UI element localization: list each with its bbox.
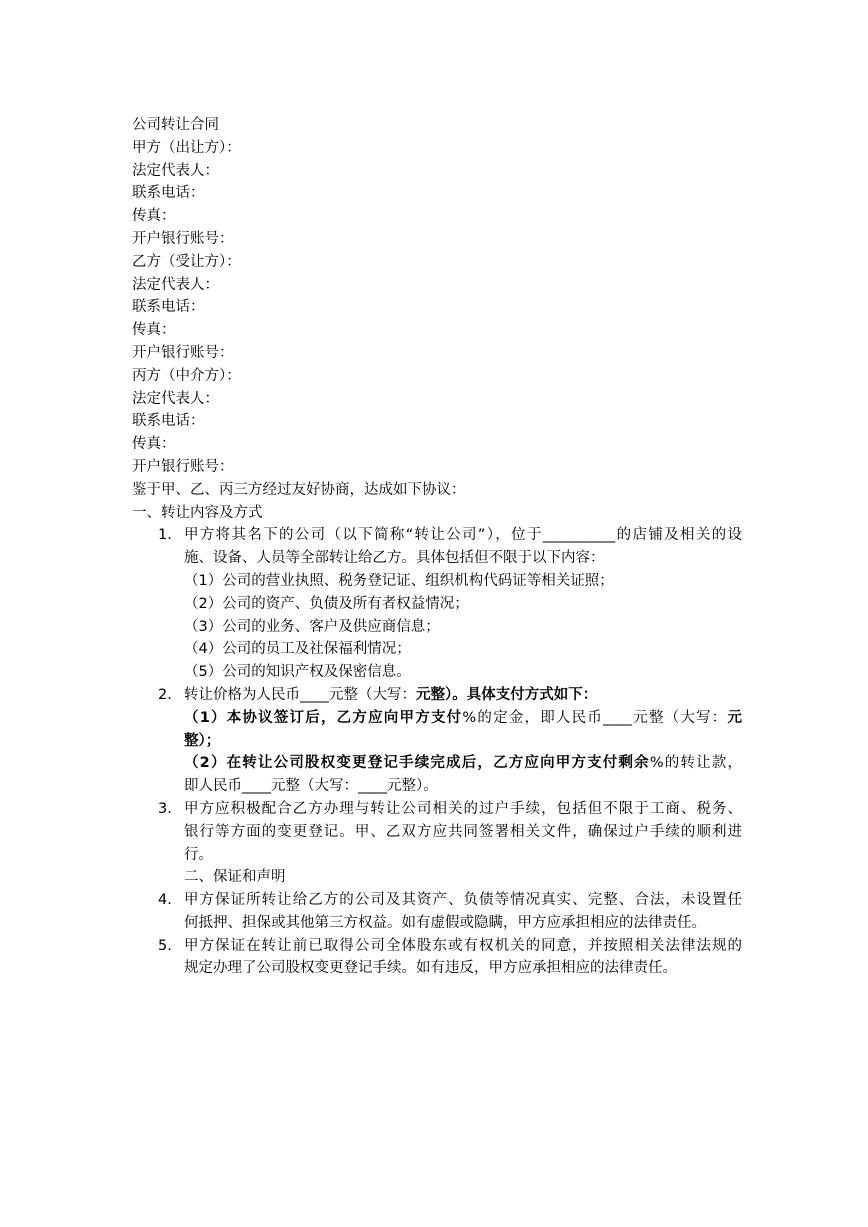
payment-2-text: %的转让款， — [649, 755, 742, 772]
clause-text-line: 甲方应积极配合乙方办理与转让公司相关的过户手续，包括但不限于工商、税务、 — [184, 800, 742, 817]
party-a-fax: 传真： — [132, 208, 176, 225]
payment-2-line — [184, 752, 742, 775]
party-c-fax: 传真： — [132, 436, 176, 453]
party-a-phone: 联系电话： — [132, 185, 205, 202]
price-text: 转让价格为人民币____元整（大写： — [184, 686, 416, 703]
payment-1-bold-cont: 整）； — [184, 732, 221, 749]
sub-item: （1）公司的营业执照、税务登记证、组织机构代码证等相关证照； — [184, 572, 614, 589]
sub-item: （4）公司的员工及社保福利情况； — [184, 641, 411, 658]
clause-text-line: 甲方保证所转让给乙方的公司及其资产、负债等情况真实、完整、合法，未设置任 — [184, 892, 742, 909]
clause-text-line: 甲方保证在转让前已取得公司全体股东或有权机关的同意，并按照相关法律法规的 — [184, 937, 742, 954]
clause-2 — [132, 684, 742, 798]
clause-1 — [132, 524, 742, 570]
payment-1-text: %的定金，即人民币____元整（大写： — [462, 709, 728, 726]
payment-1-line — [184, 707, 742, 730]
party-a-rep: 法定代表人： — [132, 162, 219, 179]
clause-text-line: 银行等方面的变更登记。甲、乙双方应共同签署相关文件，确保过户手续的顺利进 — [184, 823, 742, 840]
clause-number: 1. — [158, 527, 172, 544]
preamble: 鉴于甲、乙、丙三方经过友好协商，达成如下协议： — [132, 481, 466, 498]
price-text-bold: 元整）。具体支付方式如下： — [416, 686, 598, 703]
document-body — [132, 114, 742, 980]
clause-4 — [132, 889, 742, 935]
clause-text-line: 行。 — [184, 846, 213, 863]
party-b-fax: 传真： — [132, 322, 176, 339]
payment-1-line-2 — [184, 730, 742, 753]
clause-5 — [132, 935, 742, 981]
clause-number: 4. — [158, 892, 172, 909]
party-b-phone: 联系电话： — [132, 299, 205, 316]
document-title: 公司转让合同 — [132, 117, 219, 133]
payment-1-bold: （1）本协议签订后，乙方应向甲方支付 — [184, 709, 463, 726]
party-c-phone: 联系电话： — [132, 413, 205, 430]
payment-1-bold-end: 元 — [727, 709, 743, 726]
party-b-heading: 乙方（受让方）： — [132, 253, 241, 270]
payment-2-line-2: 即人民币____元整（大写：____元整）。 — [184, 778, 438, 795]
party-a-bank: 开户银行账号： — [132, 230, 234, 247]
party-b-rep: 法定代表人： — [132, 276, 219, 293]
party-c-rep: 法定代表人： — [132, 390, 219, 407]
clause-number: 5. — [158, 937, 172, 954]
clause-number: 3. — [158, 800, 172, 817]
party-c-bank: 开户银行账号： — [132, 458, 234, 475]
sub-item: （3）公司的业务、客户及供应商信息； — [184, 618, 440, 635]
party-b-bank: 开户银行账号： — [132, 344, 234, 361]
sub-item: （2）公司的资产、负债及所有者权益情况； — [184, 595, 469, 612]
party-c-heading: 丙方（中介方）： — [132, 367, 241, 384]
sub-item: （5）公司的知识产权及保密信息。 — [184, 664, 411, 681]
party-a-heading: 甲方（出让方）： — [132, 139, 241, 156]
clause-text-line: 甲方将其名下的公司（以下简称“转让公司”），位于__________的店铺及相关的设 — [184, 527, 742, 544]
section-1-heading: 一、转让内容及方式 — [132, 504, 263, 521]
clause-text-line — [184, 684, 742, 707]
clause-number: 2. — [158, 686, 172, 703]
clause-text-line: 规定办理了公司股权变更登记手续。如有违反，甲方应承担相应的法律责任。 — [184, 960, 677, 977]
clause-3 — [132, 798, 742, 866]
section-2-heading: 二、保证和声明 — [184, 869, 286, 886]
clause-text-line: 何抵押、担保或其他第三方权益。如有虚假或隐瞒，甲方应承担相应的法律责任。 — [184, 914, 706, 931]
clause-text-line: 施、设备、人员等全部转让给乙方。具体包括但不限于以下内容： — [184, 550, 605, 567]
payment-2-bold: （2）在转让公司股权变更登记手续完成后，乙方应向甲方支付剩余 — [184, 755, 650, 772]
